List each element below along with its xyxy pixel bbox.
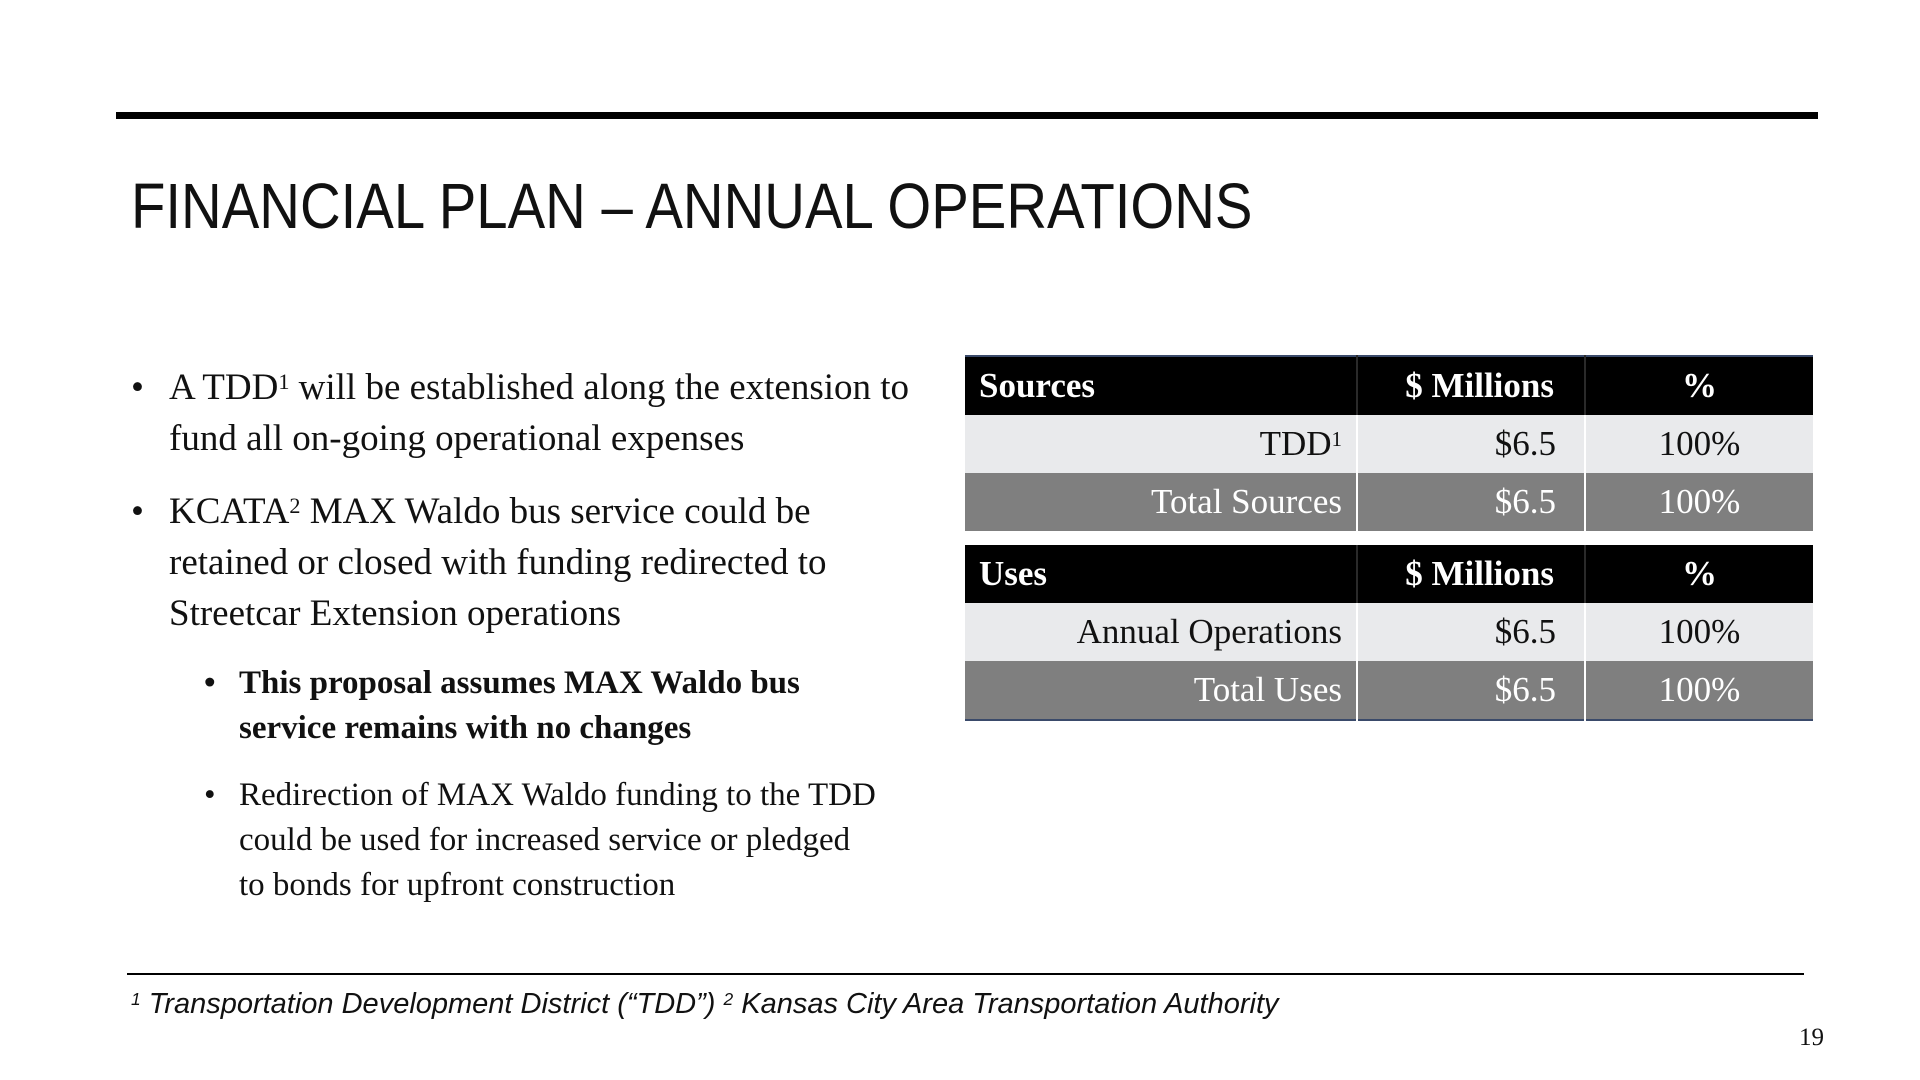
uses-table — [965, 545, 1813, 721]
bullet-text-pre: A TDD — [169, 367, 279, 408]
row-percent: 100% — [1585, 415, 1813, 473]
header-millions: $ Millions — [1357, 356, 1585, 415]
bullet-glyph: • — [131, 491, 144, 532]
bullet-tdd — [131, 362, 911, 464]
row-amount: $6.5 — [1357, 415, 1585, 473]
header-millions: $ Millions — [1357, 545, 1585, 603]
footnote-text: Transportation Development District (“TDD”) — [140, 988, 724, 1020]
sub-bullet-text: Redirection of MAX Waldo funding to the TDD could be used for increased service or pledged to bonds for upfront construction — [239, 777, 876, 903]
footnote-marker: 1 — [131, 989, 141, 1010]
footnote-text: Kansas City Area Transportation Authority — [733, 988, 1279, 1020]
superscript: 2 — [289, 493, 301, 519]
row-amount: $6.5 — [1357, 661, 1585, 720]
superscript: 1 — [278, 369, 290, 395]
row-percent: 100% — [1585, 473, 1813, 531]
bullet-text-post: MAX Waldo bus service could be retained or closed with funding redirected to Streetcar Extension operations — [169, 491, 827, 634]
bullet-glyph: • — [204, 665, 216, 701]
row-amount: $6.5 — [1357, 473, 1585, 531]
bullet-text-pre: KCATA — [169, 491, 290, 532]
bullet-list — [131, 362, 911, 930]
row-amount: $6.5 — [1357, 603, 1585, 661]
footnote-marker: 2 — [723, 989, 734, 1010]
header-percent: % — [1585, 545, 1813, 603]
row-label: Annual Operations — [965, 603, 1357, 661]
row-label: TDD$^1$ — [965, 415, 1357, 473]
header-uses: Uses — [965, 545, 1357, 603]
footnote — [131, 988, 1279, 1021]
page-number: 19 — [1799, 1024, 1824, 1051]
sub-bullet-assumption — [204, 661, 879, 751]
footnote-rule — [127, 973, 1804, 975]
bullet-kcata — [131, 486, 911, 639]
row-label: Total Uses — [965, 661, 1357, 720]
table-row-total — [965, 661, 1813, 720]
bullet-glyph: • — [131, 367, 144, 408]
row-label: Total Sources — [965, 473, 1357, 531]
table-row — [965, 415, 1813, 473]
table-row — [965, 603, 1813, 661]
sub-bullet-text: This proposal assumes MAX Waldo bus service remains with no changes — [239, 665, 800, 746]
row-percent: 100% — [1585, 603, 1813, 661]
table-header-row — [965, 545, 1813, 603]
row-percent: 100% — [1585, 661, 1813, 720]
header-percent: % — [1585, 356, 1813, 415]
top-rule — [116, 112, 1818, 119]
sources-table — [965, 355, 1813, 531]
bullet-text-post: will be established along the extension to fund all on-going operational expenses — [169, 367, 910, 459]
bullet-glyph: • — [204, 777, 216, 813]
table-header-row — [965, 356, 1813, 415]
sub-bullet-redirection — [204, 773, 879, 908]
slide-title: FINANCIAL PLAN – ANNUAL OPERATIONS — [131, 170, 1253, 242]
table-row-total — [965, 473, 1813, 531]
header-sources: Sources — [965, 356, 1357, 415]
